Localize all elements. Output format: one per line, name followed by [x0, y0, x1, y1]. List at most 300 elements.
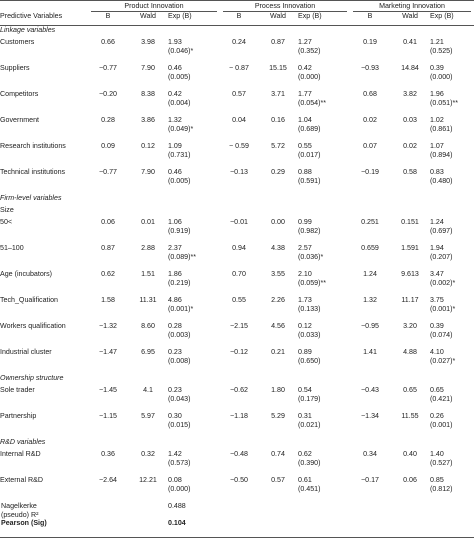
wald-value: 0.02 [403, 142, 417, 151]
wald-value: 5.29 [271, 412, 285, 421]
exp-cell [168, 116, 220, 142]
exp-cell [430, 386, 474, 412]
significance-value: (0.527) [430, 458, 453, 467]
significance-value: (0.812) [430, 484, 453, 493]
table-row [0, 296, 474, 322]
exp-value: 0.12 [298, 322, 312, 331]
variable-label: Government [0, 116, 40, 125]
predictive-variables-header: Predictive Variables [0, 12, 63, 21]
significance-value: (0.133) [298, 304, 321, 313]
b-value: 0.04 [232, 116, 246, 125]
wald-value: 0.58 [403, 168, 417, 177]
significance-value: (0.352) [298, 46, 321, 55]
significance-value: (0.015) [168, 420, 191, 429]
b-value: −0.13 [230, 168, 248, 177]
b-value: −2.64 [99, 476, 117, 485]
exp-value: 0.61 [298, 476, 312, 485]
exp-cell [298, 296, 350, 322]
b-value: −0.50 [230, 476, 248, 485]
exp-cell [298, 64, 350, 90]
b-value: 0.251 [361, 218, 379, 227]
exp-value: 1.93 [168, 38, 182, 47]
exp-cell [168, 476, 220, 502]
exp-value: 1.42 [168, 450, 182, 459]
exp-value: 0.65 [430, 386, 444, 395]
variable-label: Age (incubators) [0, 270, 53, 279]
wald-value: 9.613 [401, 270, 419, 279]
exp-cell [298, 142, 350, 168]
nagelkerke-label-line1: Nagelkerke [1, 502, 37, 511]
exp-value: 1.21 [430, 38, 444, 47]
b-value: 0.66 [101, 38, 115, 47]
b-value: 0.02 [363, 116, 377, 125]
exp-cell [298, 244, 350, 270]
significance-value: (0.525) [430, 46, 453, 55]
exp-value: 0.26 [430, 412, 444, 421]
significance-value: (0.861) [430, 124, 453, 133]
b-value: −0.19 [361, 168, 379, 177]
exp-value: 0.85 [430, 476, 444, 485]
section-label: Size [0, 206, 14, 215]
exp-value: 0.54 [298, 386, 312, 395]
col-wald: Wald [140, 12, 156, 21]
exp-value: 1.24 [430, 218, 444, 227]
col-exp: Exp (B) [168, 12, 192, 21]
exp-value: 3.47 [430, 270, 444, 279]
group-header-process: Process Innovation [220, 1, 350, 13]
exp-cell [430, 90, 474, 116]
b-value: −1.32 [99, 322, 117, 331]
exp-cell [168, 386, 220, 412]
exp-value: 0.46 [168, 168, 182, 177]
exp-cell [298, 38, 350, 64]
significance-value: (0.089)** [168, 252, 196, 261]
b-value: 0.659 [361, 244, 379, 253]
exp-value: 1.73 [298, 296, 312, 305]
table-body [0, 26, 474, 538]
exp-value: 1.32 [168, 116, 182, 125]
variable-label: 50< [0, 218, 13, 227]
b-value: −0.20 [99, 90, 117, 99]
section-label: Linkage variables [0, 26, 56, 35]
table-row [0, 168, 474, 194]
significance-value: (0.689) [298, 124, 321, 133]
exp-value: 0.42 [168, 90, 182, 99]
exp-cell [298, 348, 350, 374]
variable-label: Industrial cluster [0, 348, 52, 357]
b-value: 1.41 [363, 348, 377, 357]
b-value: − 0.87 [229, 64, 249, 73]
nagelkerke-label-line2: (pseudo) R² [1, 510, 39, 519]
exp-cell [430, 38, 474, 64]
wald-value: 5.72 [271, 142, 285, 151]
wald-value: 4.88 [403, 348, 417, 357]
significance-value: (0.049)* [168, 124, 194, 133]
pearson-value: 0.104 [168, 519, 186, 528]
table-row [0, 412, 474, 438]
exp-value: 0.23 [168, 348, 182, 357]
exp-cell [298, 322, 350, 348]
variable-label: Research institutions [0, 142, 66, 151]
b-value: 0.19 [363, 38, 377, 47]
significance-value: (0.000) [298, 72, 321, 81]
significance-value: (0.036)* [298, 252, 324, 261]
b-value: 0.06 [101, 218, 115, 227]
b-value: 0.62 [101, 270, 115, 279]
exp-cell [430, 296, 474, 322]
variable-label: Competitors [0, 90, 39, 99]
significance-value: (0.033) [298, 330, 321, 339]
significance-value: (0.179) [298, 394, 321, 403]
exp-value: 1.02 [430, 116, 444, 125]
exp-value: 1.96 [430, 90, 444, 99]
section-row [0, 206, 474, 218]
section-row [0, 26, 474, 39]
variable-label: Internal R&D [0, 450, 41, 459]
b-value: 1.32 [363, 296, 377, 305]
col-exp: Exp (B) [430, 12, 454, 21]
wald-value: 0.29 [271, 168, 285, 177]
group-header-product: Product Innovation [88, 1, 220, 13]
exp-value: 0.39 [430, 322, 444, 331]
wald-value: 0.41 [403, 38, 417, 47]
section-label: Firm-level variables [0, 194, 62, 203]
significance-value: (0.074) [430, 330, 453, 339]
b-value: 0.09 [101, 142, 115, 151]
exp-cell [298, 476, 350, 502]
wald-value: 15.15 [269, 64, 287, 73]
significance-value: (0.001)* [168, 304, 194, 313]
exp-cell [430, 412, 474, 438]
wald-value: 3.98 [141, 38, 155, 47]
exp-value: 2.57 [298, 244, 312, 253]
exp-value: 0.31 [298, 412, 312, 421]
wald-value: 0.12 [141, 142, 155, 151]
b-value: 0.57 [232, 90, 246, 99]
exp-cell [168, 450, 220, 476]
significance-value: (0.001) [430, 420, 453, 429]
nagelkerke-value: 0.488 [168, 502, 186, 511]
b-value: 0.07 [363, 142, 377, 151]
col-wald: Wald [402, 12, 418, 21]
significance-value: (0.043) [168, 394, 191, 403]
exp-cell [430, 476, 474, 502]
significance-value: (0.573) [168, 458, 191, 467]
b-value: −0.93 [361, 64, 379, 73]
wald-value: 0.32 [141, 450, 155, 459]
exp-cell [298, 168, 350, 194]
significance-value: (0.982) [298, 226, 321, 235]
section-label: Ownership structure [0, 374, 64, 383]
b-value: −0.43 [361, 386, 379, 395]
exp-cell [168, 64, 220, 90]
table-row [0, 116, 474, 142]
significance-value: (0.591) [298, 176, 321, 185]
exp-value: 0.30 [168, 412, 182, 421]
exp-cell [168, 218, 220, 244]
significance-value: (0.219) [168, 278, 191, 287]
variable-label: Sole trader [0, 386, 35, 395]
b-value: −0.77 [99, 64, 117, 73]
variable-label: External R&D [0, 476, 43, 485]
wald-value: 0.151 [401, 218, 419, 227]
b-value: 0.34 [363, 450, 377, 459]
pearson-row [0, 519, 474, 538]
significance-value: (0.919) [168, 226, 191, 235]
exp-value: 1.27 [298, 38, 312, 47]
exp-cell [168, 348, 220, 374]
significance-value: (0.051)** [430, 98, 459, 107]
col-b: B [105, 12, 111, 21]
b-value: 0.24 [232, 38, 246, 47]
exp-cell [298, 116, 350, 142]
wald-value: 8.38 [141, 90, 155, 99]
table-row [0, 142, 474, 168]
wald-value: 1.591 [401, 244, 419, 253]
wald-value: 7.90 [141, 64, 155, 73]
table-row [0, 218, 474, 244]
b-value: −0.95 [361, 322, 379, 331]
exp-value: 1.40 [430, 450, 444, 459]
exp-cell [298, 412, 350, 438]
exp-value: 0.83 [430, 168, 444, 177]
exp-cell [168, 38, 220, 64]
exp-value: 4.86 [168, 296, 182, 305]
exp-value: 0.08 [168, 476, 182, 485]
b-value: 0.36 [101, 450, 115, 459]
variable-label: Suppliers [0, 64, 30, 73]
wald-value: 7.90 [141, 168, 155, 177]
table-row [0, 386, 474, 412]
significance-value: (0.046)* [168, 46, 194, 55]
significance-value: (0.697) [430, 226, 453, 235]
significance-value: (0.000) [168, 484, 191, 493]
exp-cell [168, 168, 220, 194]
b-value: −0.48 [230, 450, 248, 459]
exp-value: 0.42 [298, 64, 312, 73]
wald-value: 4.1 [143, 386, 153, 395]
table-row [0, 348, 474, 374]
wald-value: 2.26 [271, 296, 285, 305]
table-row [0, 64, 474, 90]
significance-value: (0.894) [430, 150, 453, 159]
exp-cell [168, 270, 220, 296]
exp-value: 1.04 [298, 116, 312, 125]
exp-value: 0.99 [298, 218, 312, 227]
pearson-label: Pearson (Sig) [1, 519, 47, 528]
table-row [0, 322, 474, 348]
section-label: R&D variables [0, 438, 46, 447]
significance-value: (0.731) [168, 150, 191, 159]
b-value: −0.77 [99, 168, 117, 177]
exp-value: 0.28 [168, 322, 182, 331]
exp-cell [430, 244, 474, 270]
wald-value: 3.82 [403, 90, 417, 99]
b-value: −2.15 [230, 322, 248, 331]
significance-value: (0.017) [298, 150, 321, 159]
exp-value: 1.77 [298, 90, 312, 99]
wald-value: 6.95 [141, 348, 155, 357]
wald-value: 0.40 [403, 450, 417, 459]
b-value: 1.24 [363, 270, 377, 279]
exp-cell [168, 412, 220, 438]
b-value: 1.58 [101, 296, 115, 305]
significance-value: (0.003) [168, 330, 191, 339]
exp-value: 2.10 [298, 270, 312, 279]
wald-value: 0.01 [141, 218, 155, 227]
wald-value: 3.86 [141, 116, 155, 125]
b-value: 0.68 [363, 90, 377, 99]
wald-value: 4.56 [271, 322, 285, 331]
col-exp: Exp (B) [298, 12, 322, 21]
exp-value: 2.37 [168, 244, 182, 253]
b-value: −0.17 [361, 476, 379, 485]
column-header-row [0, 12, 474, 26]
exp-cell [168, 322, 220, 348]
table-row [0, 244, 474, 270]
b-value: −1.34 [361, 412, 379, 421]
wald-value: 1.80 [271, 386, 285, 395]
variable-label: Customers [0, 38, 35, 47]
exp-cell [430, 116, 474, 142]
exp-cell [430, 348, 474, 374]
significance-value: (0.002)* [430, 278, 456, 287]
significance-value: (0.027)* [430, 356, 456, 365]
significance-value: (0.059)** [298, 278, 326, 287]
b-value: −1.47 [99, 348, 117, 357]
exp-value: 0.39 [430, 64, 444, 73]
significance-value: (0.000) [430, 72, 453, 81]
significance-value: (0.005) [168, 176, 191, 185]
b-value: 0.87 [101, 244, 115, 253]
group-header-row [0, 1, 474, 13]
table-row [0, 38, 474, 64]
wald-value: 3.71 [271, 90, 285, 99]
col-wald: Wald [270, 12, 286, 21]
wald-value: 0.65 [403, 386, 417, 395]
variable-label: Tech_Qualification [0, 296, 58, 305]
wald-value: 14.84 [401, 64, 419, 73]
significance-value: (0.008) [168, 356, 191, 365]
exp-value: 0.62 [298, 450, 312, 459]
exp-value: 4.10 [430, 348, 444, 357]
exp-value: 0.55 [298, 142, 312, 151]
exp-cell [298, 270, 350, 296]
wald-value: 2.88 [141, 244, 155, 253]
table-row [0, 270, 474, 296]
group-header-marketing: Marketing Innovation [350, 1, 474, 13]
exp-cell [430, 168, 474, 194]
exp-value: 0.89 [298, 348, 312, 357]
exp-cell [430, 322, 474, 348]
exp-cell [430, 450, 474, 476]
wald-value: 0.87 [271, 38, 285, 47]
significance-value: (0.451) [298, 484, 321, 493]
significance-value: (0.421) [430, 394, 453, 403]
exp-cell [430, 218, 474, 244]
b-value: − 0.59 [229, 142, 249, 151]
b-value: 0.28 [101, 116, 115, 125]
significance-value: (0.480) [430, 176, 453, 185]
b-value: −1.45 [99, 386, 117, 395]
exp-cell [168, 244, 220, 270]
exp-value: 1.06 [168, 218, 182, 227]
exp-cell [298, 386, 350, 412]
exp-value: 1.09 [168, 142, 182, 151]
b-value: −0.62 [230, 386, 248, 395]
wald-value: 11.31 [139, 296, 157, 305]
exp-cell [168, 296, 220, 322]
wald-value: 11.17 [401, 296, 419, 305]
exp-value: 1.86 [168, 270, 182, 279]
wald-value: 8.60 [141, 322, 155, 331]
exp-value: 0.23 [168, 386, 182, 395]
significance-value: (0.004) [168, 98, 191, 107]
b-value: 0.94 [232, 244, 246, 253]
exp-value: 0.88 [298, 168, 312, 177]
exp-cell [168, 90, 220, 116]
variable-label: 51–100 [0, 244, 24, 253]
table-row [0, 90, 474, 116]
section-row [0, 438, 474, 450]
wald-value: 3.20 [403, 322, 417, 331]
significance-value: (0.054)** [298, 98, 326, 107]
b-value: −1.18 [230, 412, 248, 421]
significance-value: (0.005) [168, 72, 191, 81]
exp-cell [430, 270, 474, 296]
col-b: B [236, 12, 242, 21]
exp-cell [168, 142, 220, 168]
wald-value: 5.97 [141, 412, 155, 421]
exp-value: 1.94 [430, 244, 444, 253]
wald-value: 0.16 [271, 116, 285, 125]
wald-value: 12.21 [139, 476, 157, 485]
significance-value: (0.650) [298, 356, 321, 365]
wald-value: 0.21 [271, 348, 285, 357]
b-value: 0.70 [232, 270, 246, 279]
significance-value: (0.021) [298, 420, 321, 429]
wald-value: 0.00 [271, 218, 285, 227]
exp-value: 0.46 [168, 64, 182, 73]
b-value: −0.01 [230, 218, 248, 227]
exp-value: 3.75 [430, 296, 444, 305]
wald-value: 0.57 [271, 476, 285, 485]
col-b: B [367, 12, 373, 21]
exp-cell [298, 90, 350, 116]
significance-value: (0.390) [298, 458, 321, 467]
b-value: −1.15 [99, 412, 117, 421]
b-value: −0.12 [230, 348, 248, 357]
table-row [0, 450, 474, 476]
wald-value: 11.55 [401, 412, 419, 421]
nagelkerke-row [0, 502, 474, 519]
exp-cell [298, 450, 350, 476]
significance-value: (0.207) [430, 252, 453, 261]
exp-cell [430, 64, 474, 90]
nagelkerke-label [0, 502, 128, 519]
wald-value: 0.74 [271, 450, 285, 459]
section-row [0, 194, 474, 206]
significance-value: (0.001)* [430, 304, 456, 313]
wald-value: 0.03 [403, 116, 417, 125]
variable-label: Workers qualification [0, 322, 66, 331]
table-row [0, 476, 474, 502]
section-row [0, 374, 474, 386]
wald-value: 3.55 [271, 270, 285, 279]
wald-value: 1.51 [141, 270, 155, 279]
b-value: 0.55 [232, 296, 246, 305]
variable-label: Technical institutions [0, 168, 66, 177]
